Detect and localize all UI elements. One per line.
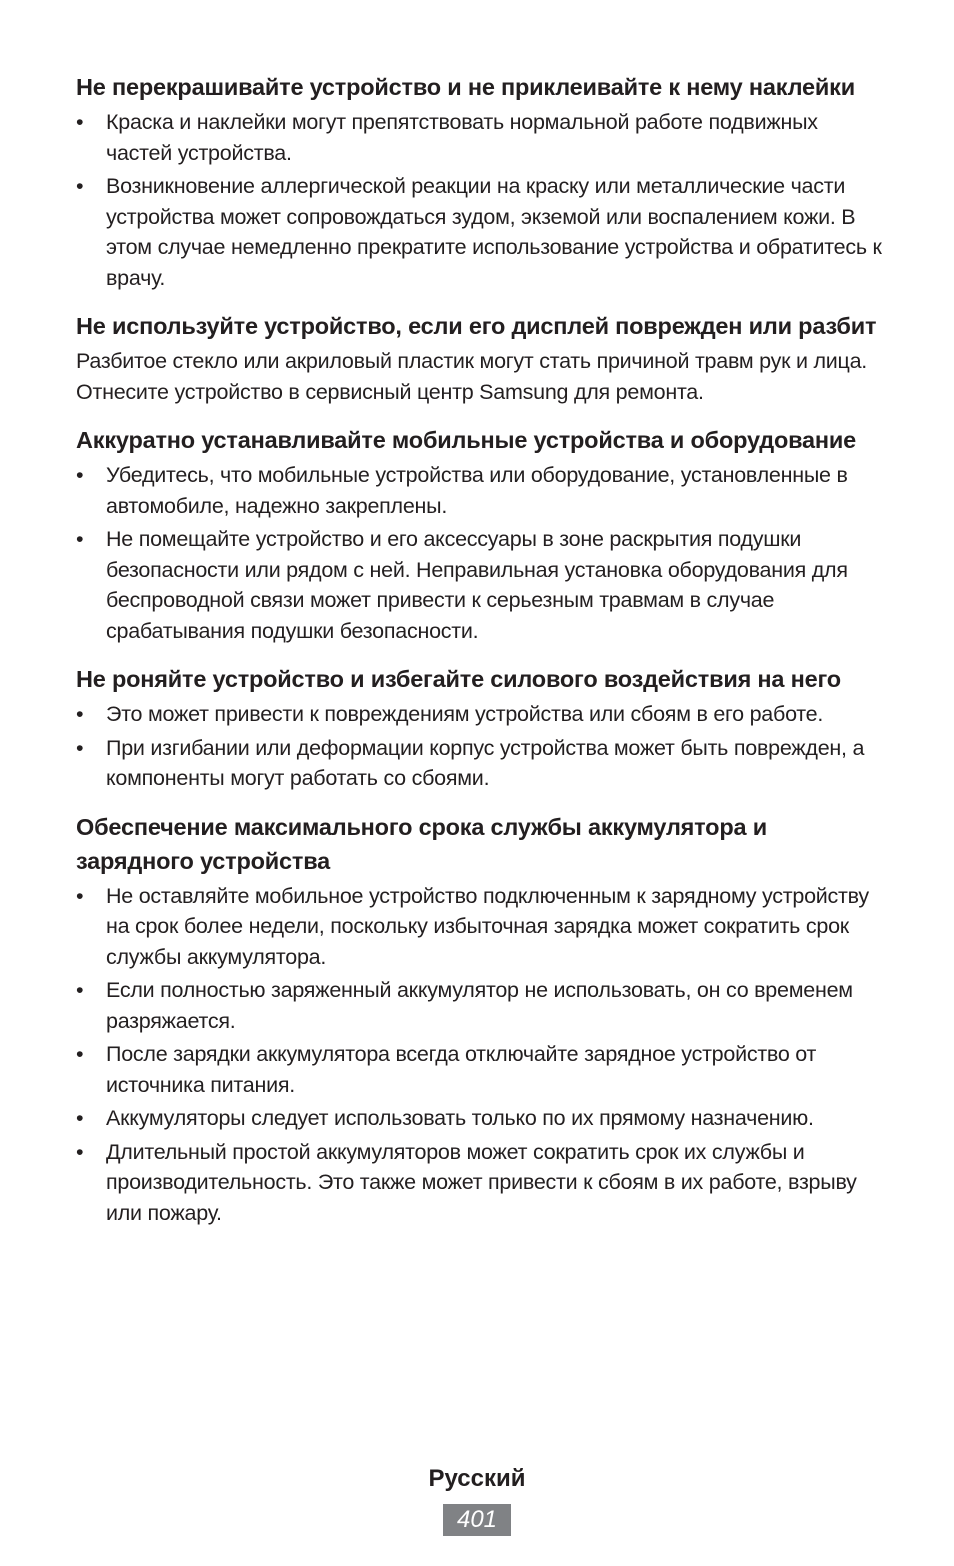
section-title: Аккуратно устанавливайте мобильные устройства и оборудование <box>76 427 857 453</box>
bullet-icon: • <box>76 1042 84 1066</box>
list-item-text: Убедитесь, что мобильные устройства или оборудование, установленные в автомобиле, надежно закреплены. <box>106 463 848 518</box>
list-item <box>76 975 884 1036</box>
bullet-icon: • <box>76 527 84 551</box>
list-item-text: После зарядки аккумулятора всегда отключайте зарядное устройство от источника питания. <box>106 1042 817 1097</box>
footer-language-label: Русский <box>428 1465 526 1492</box>
list-item <box>76 733 884 794</box>
bullet-icon: • <box>76 110 84 134</box>
page-content <box>76 70 884 1244</box>
bullet-icon: • <box>76 463 84 487</box>
page-number: 401 <box>443 1504 511 1536</box>
bullet-icon: • <box>76 883 84 908</box>
section-install-devices <box>76 423 884 646</box>
list-item <box>76 1039 884 1100</box>
section-paragraph: Разбитое стекло или акриловый пластик могут стать причиной травм рук и лица. Отнесите устройство в сервисный центр Samsung для ремонта. <box>76 349 868 404</box>
list-item-text: Длительный простой аккумуляторов может сократить срок их службы и производительность. Это также может привести к сбоям в их работе, взрыву или пожару. <box>106 1139 857 1225</box>
list-item <box>76 171 884 293</box>
list-item <box>76 1103 884 1134</box>
list-item-text: Это может привести к повреждениям устройства или сбоям в его работе. <box>106 702 824 726</box>
list-item-text: Не оставляйте мобильное устройство подключенным к зарядному устройству на срок более недели, поскольку избыточная зарядка может сократить срок службы аккумулятора. <box>106 883 869 969</box>
section-no-drop <box>76 662 884 794</box>
list-item-text: Краска и наклейки могут препятствовать нормальной работе подвижных частей устройства. <box>106 110 818 165</box>
section-title: Не перекрашивайте устройство и не приклеивайте к нему наклейки <box>76 74 855 100</box>
list-item-text: Возникновение аллергической реакции на краску или металлические части устройства может сопровождаться зудом, экземой или воспалением кожи. В этом случае немедленно прекратите использование устройства и обратитесь к врачу. <box>106 174 882 290</box>
list-item-text: При изгибании или деформации корпус устройства может быть поврежден, а компоненты могут работать со сбоями. <box>106 735 865 790</box>
bullet-icon: • <box>76 702 84 726</box>
list-item <box>76 881 884 973</box>
bullet-icon: • <box>76 978 84 1002</box>
bullet-icon: • <box>76 1106 84 1130</box>
section-no-paint <box>76 70 884 293</box>
section-broken-display <box>76 309 884 407</box>
list-item <box>76 107 884 168</box>
list-item <box>76 699 884 730</box>
bullet-list <box>76 107 884 293</box>
list-item <box>76 524 884 646</box>
section-title: Обеспечение максимального срока службы аккумулятора и зарядного устройства <box>76 813 767 874</box>
list-item-text: Не помещайте устройство и его аксессуары в зоне раскрытия подушки безопасности или рядом с ней. Неправильная установка оборудования для беспроводной связи может привести к серьезным травмам в случае срабатывания подушки безопасности. <box>106 527 848 643</box>
section-title: Не используйте устройство, если его дисплей поврежден или разбит <box>76 313 877 339</box>
section-title: Не роняйте устройство и избегайте силового воздействия на него <box>76 666 841 692</box>
bullet-list <box>76 881 884 1229</box>
section-battery-life <box>76 810 884 1229</box>
list-item <box>76 460 884 521</box>
list-item <box>76 1137 884 1229</box>
bullet-list <box>76 460 884 646</box>
bullet-icon: • <box>76 1139 84 1164</box>
list-item-text: Аккумуляторы следует использовать только по их прямому назначению. <box>106 1106 814 1130</box>
list-item-text: Если полностью заряженный аккумулятор не использовать, он со временем разряжается. <box>106 978 853 1033</box>
bullet-icon: • <box>76 735 84 760</box>
bullet-list <box>76 699 884 794</box>
bullet-icon: • <box>76 174 84 198</box>
